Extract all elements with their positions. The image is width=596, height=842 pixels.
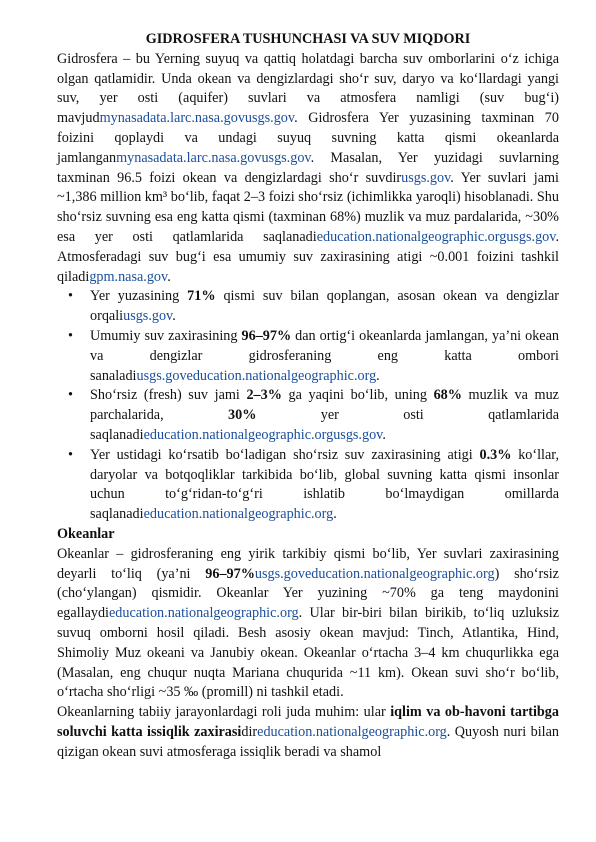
list-item <box>68 287 559 327</box>
item-text: qismi suv bilan qoplangan, asosan okean va dengizlar orqali <box>90 288 559 325</box>
source-link[interactable]: education.nationalgeographic.orgusgs.gov <box>316 228 556 245</box>
source-link[interactable]: education.nationalgeographic.orgusgs.gov <box>143 426 383 443</box>
item-text: Yer ustidagi ko‘rsatib bo‘ladigan sho‘rsiz suv zaxirasining atigi <box>90 446 480 463</box>
source-link[interactable]: gpm.nasa.gov <box>89 268 168 285</box>
source-link[interactable]: usgs.gov <box>401 169 451 186</box>
source-link[interactable]: usgs.goveducation.nationalgeographic.org <box>254 565 495 582</box>
source-link[interactable]: education.nationalgeographic.org <box>257 723 447 740</box>
item-bold: 96–97% <box>241 327 292 344</box>
source-link[interactable]: mynasadata.larc.nasa.govusgs.gov <box>116 149 311 166</box>
source-link[interactable]: usgs.goveducation.nationalgeographic.org <box>136 367 377 384</box>
bullet-icon: • <box>68 387 73 404</box>
item-text: Yer yuzasining <box>90 288 188 305</box>
item-bold: 0.3% <box>479 446 512 463</box>
oceans-paragraph-2 <box>57 703 559 762</box>
item-text: ga yaqini bo‘lib, uning <box>281 387 434 404</box>
item-text: dan ortig‘i okeanlarda jamlangan, ya’ni okean va dengizlar gidrosferaning eng katta ombori sanaladi <box>90 327 559 384</box>
para-text: Okeanlarning tabiiy jarayonlardagi roli juda muhim: ular <box>57 704 391 721</box>
item-text: . <box>172 308 176 325</box>
source-link[interactable]: education.nationalgeographic.org <box>109 605 299 622</box>
bullet-icon: • <box>68 288 73 305</box>
list-item <box>68 386 559 445</box>
intro-text: . Yer suvlari jami ~1,386 million km³ bo‘lib, faqat 2–3 foizi sho‘rsiz (ichimlikka yaroqli) hisoblanadi. Shu sho‘rsiz suvning esa eng katta qismi (taxminan 68%) muzlik va muz pardalarida, ~30% esa yer osti qatlamlarida saqlanadi <box>57 169 559 245</box>
source-link[interactable]: education.nationalgeographic.org <box>143 506 334 523</box>
para-text: dir <box>241 723 258 740</box>
list-item <box>68 446 560 525</box>
item-text: . <box>333 506 337 523</box>
intro-paragraph <box>57 50 559 288</box>
item-text: ko‘llar, daryolar va botqoqliklar tarkibida bo‘lib, global suvning katta qismi insonlar uchun to‘g‘ridan-to‘g‘ri ishlatib bo‘lmaydigan omillarda saqlanadi <box>90 446 560 523</box>
para-text: . Ular bir-biri bilan birikib, to‘liq uzluksiz suvuq omborni hosil qiladi. Besh asosiy okean mavjud: Tinch, Atlantika, Hind, Shimoliy Muz okeani va Janubiy okean. Okeanlar o‘rtacha 3–4 km chuqurlikka ega (Masalan, eng chuqur nuqta Mariana chuqurida ~11 km). Okean suvi sho‘r bo‘lib, o‘rtacha sho‘rligi ~35 ‰ (promill) ni tashkil etadi. <box>57 605 559 701</box>
intro-text: . Masalan, Yer yuzidagi suvlarning taxminan 96.5 foizi okean va dengizlardagi sho‘r suvdir <box>57 149 559 186</box>
item-text: yer osti qatlamlarida saqlanadi <box>90 407 559 443</box>
item-text: muzlik va muz parchalarida, <box>90 387 559 424</box>
item-text: Umumiy suv zaxirasining <box>90 327 242 344</box>
source-link[interactable]: mynasadata.larc.nasa.govusgs.gov <box>99 110 295 127</box>
facts-list <box>57 287 559 525</box>
para-bold: iqlim va ob-havoni tartibga soluvchi katta issiqlik zaxirasi <box>57 704 559 740</box>
intro-text: . Atmosferadagi suv bug‘i esa umumiy suv zaxirasining atigi ~0.001 foizini tashkil qiladi <box>57 228 559 285</box>
para-text: . Quyosh nuri bilan qizigan okean suvi atmosferaga issiqlik beradi va shamol <box>57 723 559 760</box>
source-link[interactable]: usgs.gov <box>123 308 173 325</box>
bullet-icon: • <box>68 446 73 463</box>
intro-text: Gidrosfera – bu Yerning suyuq va qattiq holatdagi barcha suv omborlarini o‘z ichiga olgan qatlamidir. Unda okean va dengizlardagi sho‘r suv, daryo va ko‘llardagi yangi suv, yer osti (aquifer) suvlari va atmosfera namligi (suv bug‘i) mavjud <box>57 50 559 127</box>
item-bold: 71% <box>187 288 216 305</box>
page-title: GIDROSFERA TUSHUNCHASI VA SUV MIQDORI <box>145 31 471 47</box>
intro-text: . Gidrosfera Yer yuzasining taxminan 70 foizini qoplaydi va undagi suyuq suvning katta qismi okeanlarda jamlangan <box>57 110 559 166</box>
item-text: . <box>376 367 380 384</box>
section-heading-oceans: Okeanlar <box>57 525 115 542</box>
oceans-paragraph-1 <box>57 545 559 703</box>
item-text: . <box>382 426 386 443</box>
document-page <box>57 30 559 762</box>
bullet-icon: • <box>68 327 73 344</box>
item-text: Sho‘rsiz (fresh) suv jami <box>90 387 247 404</box>
para-bold: 96–97% <box>205 565 255 582</box>
item-bold: 30% <box>228 407 257 424</box>
item-bold: 68% <box>433 387 462 404</box>
item-bold: 2–3% <box>246 387 282 404</box>
para-text: ) sho‘rsiz (cho‘ylangan) qismidir. Okeanlar Yer yuzining ~70% ga teng maydonini egallaydi <box>57 565 559 622</box>
intro-text: . <box>167 268 171 285</box>
list-item <box>68 327 559 386</box>
para-text: Okeanlar – gidrosferaning eng yirik tarkibiy qismi bo‘lib, Yer suvlari zaxirasining deyarli to‘liq (ya’ni <box>57 545 559 582</box>
